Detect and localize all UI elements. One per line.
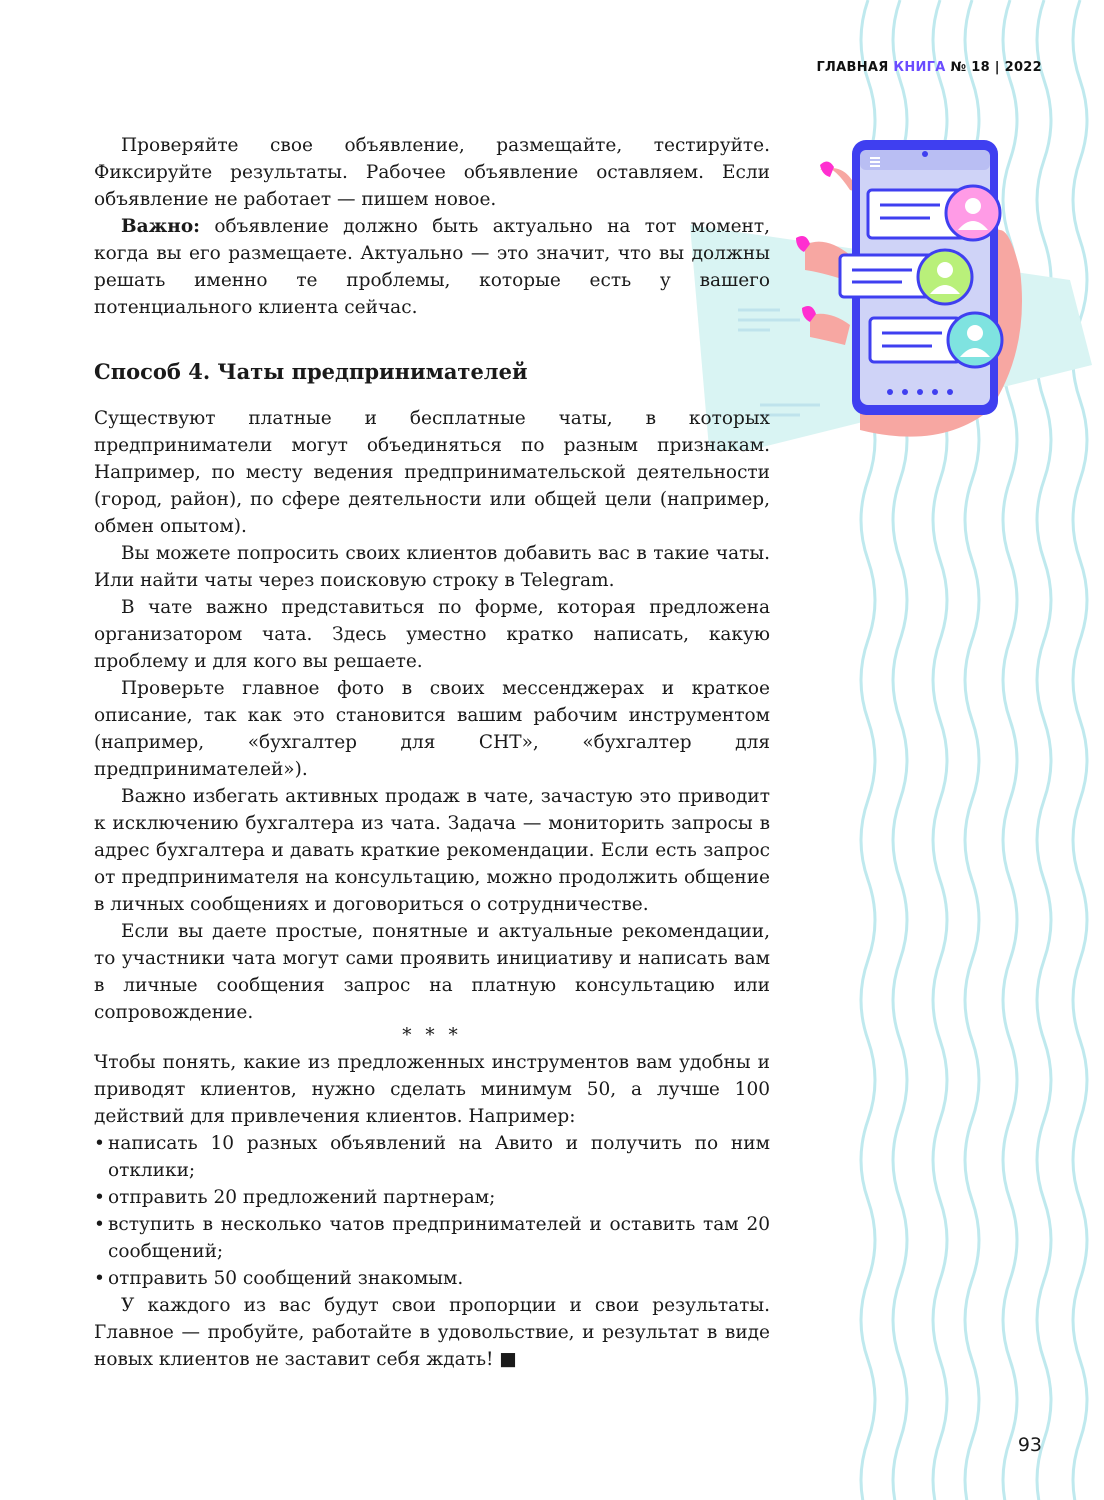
intro-paragraph-1: Проверяйте свое объявление, размещайте, тестируйте. Фиксируйте результаты. Рабочее объявление оставляем. Если объявление не работает — пишем новое. — [94, 135, 770, 210]
bullet: • — [94, 1214, 105, 1235]
bullet: • — [94, 1268, 105, 1289]
header-issue: № 18 | 2022 — [950, 60, 1042, 75]
intro-paragraph-2-text: объявление должно быть актуально на тот момент, когда вы его размещаете. Актуально — это значит, что вы должны решать именно те проблемы, которые есть у вашего потенциального клиента сейчас. — [94, 216, 770, 318]
conclusion — [94, 1022, 770, 1373]
action-list — [94, 1130, 770, 1292]
section-body — [94, 405, 770, 1026]
section-paragraph: В чате важно представиться по форме, которая предложена организатором чата. Здесь уместно кратко написать, какую проблему и для кого вы решаете. — [94, 597, 770, 672]
list-item: • написать 10 разных объявлений на Авито и получить по ним отклики; — [94, 1130, 770, 1184]
important-label: Важно: — [121, 216, 201, 237]
running-header — [816, 60, 1042, 75]
final-paragraph: У каждого из вас будут свои пропорции и свои результаты. Главное — пробуйте, работайте в удовольствие, и результат в виде новых клиентов не заставит себя ждать! ■ — [94, 1295, 770, 1370]
page-number: 93 — [1017, 1434, 1042, 1456]
conclusion-lead: Чтобы понять, какие из предложенных инструментов вам удобны и приводят клиентов, нужно сделать минимум 50, а лучше 100 действий для привлечения клиентов. Например: — [94, 1052, 770, 1127]
section-heading: Способ 4. Чаты предпринимателей — [94, 359, 528, 384]
list-item: • отправить 20 предложений партнерам; — [94, 1184, 770, 1211]
section-paragraph: Существуют платные и бесплатные чаты, в которых предприниматели могут объединяться по разным признакам. Например, по месту ведения предпринимательской деятельности (город, район), по сфере деятельности или общей цели (например, обмен опытом). — [94, 408, 770, 537]
intro-text — [94, 132, 770, 321]
bullet: • — [94, 1187, 105, 1208]
separator-stars: * * * — [402, 1025, 462, 1046]
section-paragraph: Проверьте главное фото в своих мессенджерах и краткое описание, так как это становится вашим рабочим инструментом (например, «бухгалтер для СНТ», «бухгалтер для предпринимателей»). — [94, 678, 770, 780]
intro-paragraph-2 — [94, 213, 770, 321]
list-item: • отправить 50 сообщений знакомым. — [94, 1265, 770, 1292]
header-title: ГЛАВНАЯ — [816, 60, 889, 75]
section-paragraph: Вы можете попросить своих клиентов добавить вас в такие чаты. Или найти чаты через поисковую строку в Telegram. — [94, 543, 770, 591]
section-paragraph: Если вы даете простые, понятные и актуальные рекомендации, то участники чата могут сами проявить инициативу и написать вам в личные сообщения запрос на платную консультацию или сопровождение. — [94, 921, 770, 1023]
list-item: • вступить в несколько чатов предпринимателей и оставить там 20 сообщений; — [94, 1211, 770, 1265]
bullet: • — [94, 1133, 105, 1154]
section-paragraph: Важно избегать активных продаж в чате, зачастую это приводит к исключению бухгалтера из чата. Задача — мониторить запросы в адрес бухгалтера и давать краткие рекомендации. Если есть запрос от предпринимателя на консультацию, можно продолжить общение в личных сообщениях и договориться о сотрудничестве. — [94, 786, 770, 915]
header-title-accent: КНИГА — [893, 60, 946, 75]
